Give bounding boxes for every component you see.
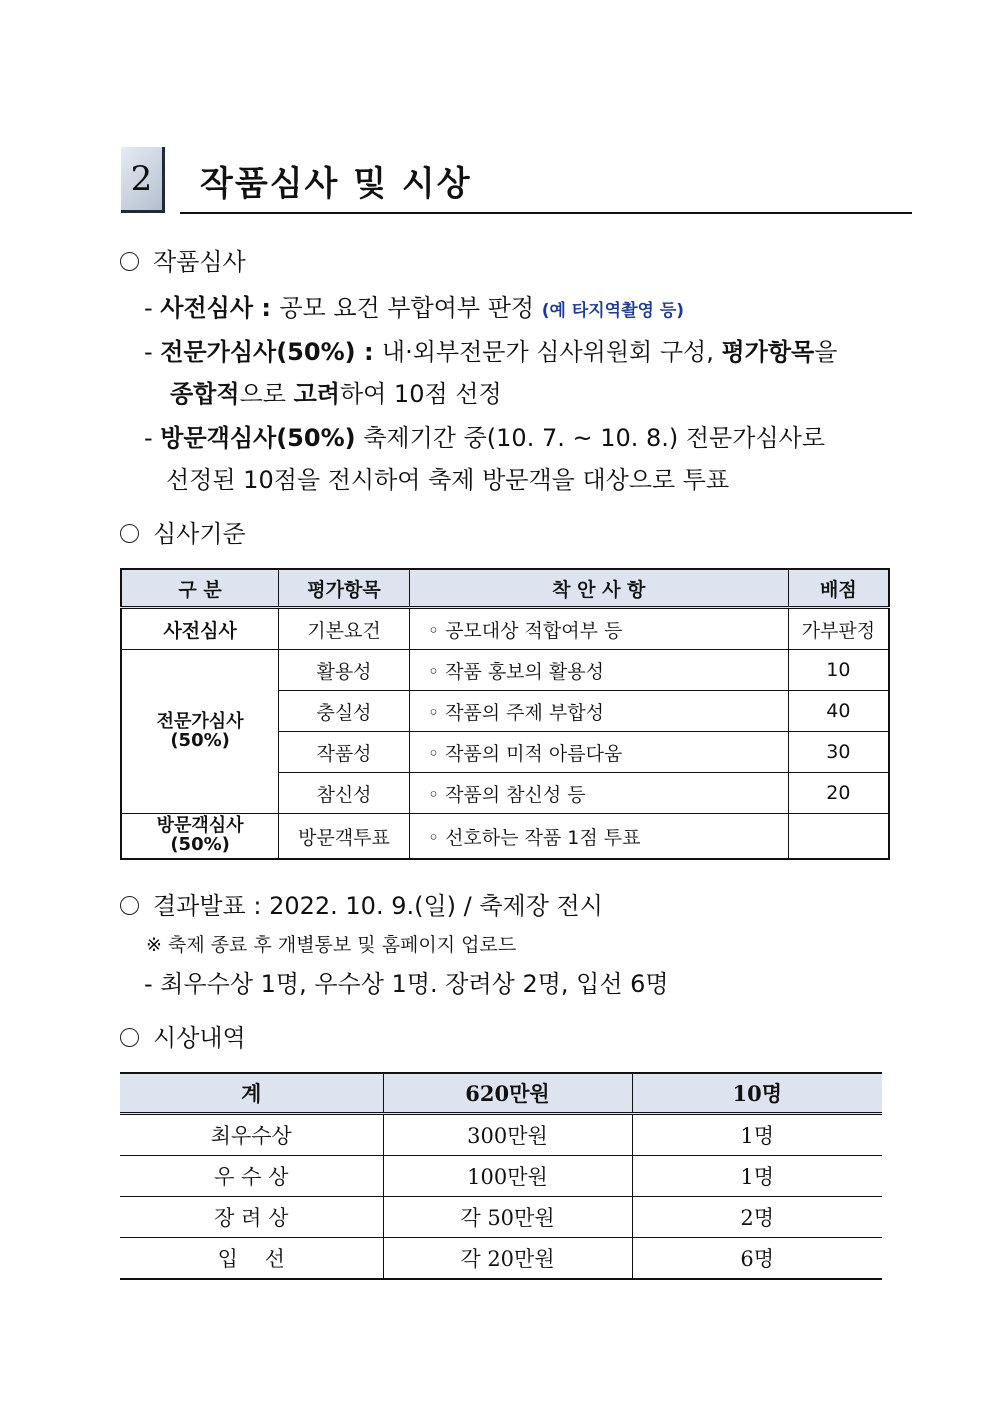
table-row — [120, 1114, 882, 1156]
pre-review-label: 사전심사 — [160, 294, 254, 322]
prize-count: 1명 — [632, 1156, 882, 1197]
expert-review-label: 전문가심사(50%) — [160, 338, 356, 366]
expert-cont-bold: 종합적 — [170, 380, 240, 408]
expert-score: 10 — [788, 650, 889, 691]
prizes-heading — [120, 1024, 246, 1053]
pre-point: ◦ 공모대상 적합여부 등 — [409, 608, 788, 650]
prize-amount: 100만원 — [383, 1156, 632, 1197]
table-row — [120, 1156, 882, 1197]
prize-name: 우 수 상 — [120, 1156, 383, 1197]
pre-review-note: (예 타지역촬영 등) — [541, 301, 685, 321]
table-row — [121, 608, 889, 650]
section-underline — [180, 212, 912, 214]
circle-bullet-icon — [120, 524, 139, 543]
visitor-category-cell — [121, 814, 279, 860]
visitor-item: 방문객투표 — [279, 814, 410, 860]
separator: : — [355, 338, 382, 366]
review-heading — [120, 248, 246, 277]
expert-cont-text: 으로 — [239, 380, 294, 408]
prize-name: 입 선 — [120, 1238, 383, 1280]
prize-amount: 각 20만원 — [383, 1238, 632, 1280]
prizes-heading-text: 시상내역 — [153, 1024, 246, 1052]
visitor-review-label: 방문객심사(50%) — [160, 424, 356, 452]
pre-category: 사전심사 — [121, 608, 279, 650]
criteria-header-category: 구 분 — [121, 569, 279, 608]
expert-weight: (50%) — [170, 729, 230, 751]
prize-count: 6명 — [632, 1238, 882, 1280]
criteria-table — [120, 568, 890, 860]
review-item-expert: - 전문가심사(50%) : 내·외부전문가 심사위원회 구성, 평가항목을 — [144, 338, 838, 366]
pre-score: 가부판정 — [788, 608, 889, 650]
criteria-heading — [120, 520, 246, 549]
expert-point: ◦ 작품의 주제 부합성 — [409, 691, 788, 732]
table-row — [121, 814, 889, 860]
review-item-visitor-cont: 선정된 10점을 전시하여 축제 방문객을 대상으로 투표 — [166, 466, 730, 494]
table-row — [120, 1197, 882, 1238]
section-number: 2 — [121, 147, 165, 213]
expert-score: 30 — [788, 732, 889, 773]
circle-bullet-icon — [120, 1028, 139, 1047]
expert-item: 작품성 — [279, 732, 410, 773]
expert-item: 충실성 — [279, 691, 410, 732]
criteria-heading-text: 심사기준 — [153, 520, 246, 548]
circle-bullet-icon — [120, 252, 139, 271]
visitor-review-text: 축제기간 중(10. 7. ~ 10. 8.) 전문가심사로 — [355, 424, 826, 452]
criteria-header-item: 평가항목 — [279, 569, 410, 608]
prize-name: 최우수상 — [120, 1114, 383, 1156]
separator: : — [253, 294, 280, 322]
prize-count: 2명 — [632, 1197, 882, 1238]
section-title: 작품심사 및 시상 — [200, 164, 472, 204]
review-item-pre: - 사전심사 : 공모 요건 부합여부 판정 (예 타지역촬영 등) — [144, 294, 685, 322]
visitor-score — [788, 814, 889, 860]
visitor-weight: (50%) — [170, 834, 230, 855]
result-heading-text: 결과발표 : 2022. 10. 9.(일) / 축제장 전시 — [153, 892, 603, 920]
visitor-category: 방문객심사 — [156, 815, 244, 837]
visitor-point: ◦ 선호하는 작품 1점 투표 — [409, 814, 788, 860]
result-awards-line: - 최우수상 1명, 우수상 1명. 장려상 2명, 입선 6명 — [144, 970, 669, 998]
prizes-header-count: 10명 — [632, 1073, 882, 1114]
review-item-visitor: - 방문객심사(50%) 축제기간 중(10. 7. ~ 10. 8.) 전문가심사로 — [144, 424, 826, 452]
prizes-table — [120, 1072, 882, 1280]
expert-item: 활용성 — [279, 650, 410, 691]
expert-item: 참신성 — [279, 773, 410, 814]
expert-review-text: 내·외부전문가 심사위원회 구성, — [381, 338, 722, 366]
result-note: ※ 축제 종료 후 개별통보 및 홈페이지 업로드 — [146, 934, 517, 956]
pre-review-text: 공모 요건 부합여부 판정 — [279, 294, 542, 322]
prizes-header-total: 계 — [120, 1073, 383, 1114]
expert-category-cell — [121, 650, 279, 814]
pre-item: 기본요건 — [279, 608, 410, 650]
expert-score: 40 — [788, 691, 889, 732]
prize-amount: 각 50만원 — [383, 1197, 632, 1238]
prizes-header-amount: 620만원 — [383, 1073, 632, 1114]
prize-name: 장 려 상 — [120, 1197, 383, 1238]
expert-review-emphasis: 평가항목 — [721, 338, 815, 366]
expert-cont-bold2: 고려 — [293, 380, 340, 408]
expert-cont-text2: 하여 10점 선정 — [339, 380, 502, 408]
expert-point: ◦ 작품의 미적 아름다움 — [409, 732, 788, 773]
prize-count: 1명 — [632, 1114, 882, 1156]
expert-point: ◦ 작품의 참신성 등 — [409, 773, 788, 814]
expert-review-text-end: 을 — [814, 338, 838, 366]
table-row — [120, 1238, 882, 1280]
result-heading — [120, 892, 603, 921]
table-row — [121, 650, 889, 691]
expert-point: ◦ 작품 홍보의 활용성 — [409, 650, 788, 691]
expert-category: 전문가심사 — [156, 710, 244, 732]
circle-bullet-icon — [120, 896, 139, 915]
review-item-expert-cont — [170, 380, 502, 409]
criteria-header-score: 배점 — [788, 569, 889, 608]
prize-amount: 300만원 — [383, 1114, 632, 1156]
review-heading-text: 작품심사 — [153, 248, 246, 276]
criteria-header-point: 착 안 사 항 — [409, 569, 788, 608]
expert-score: 20 — [788, 773, 889, 814]
